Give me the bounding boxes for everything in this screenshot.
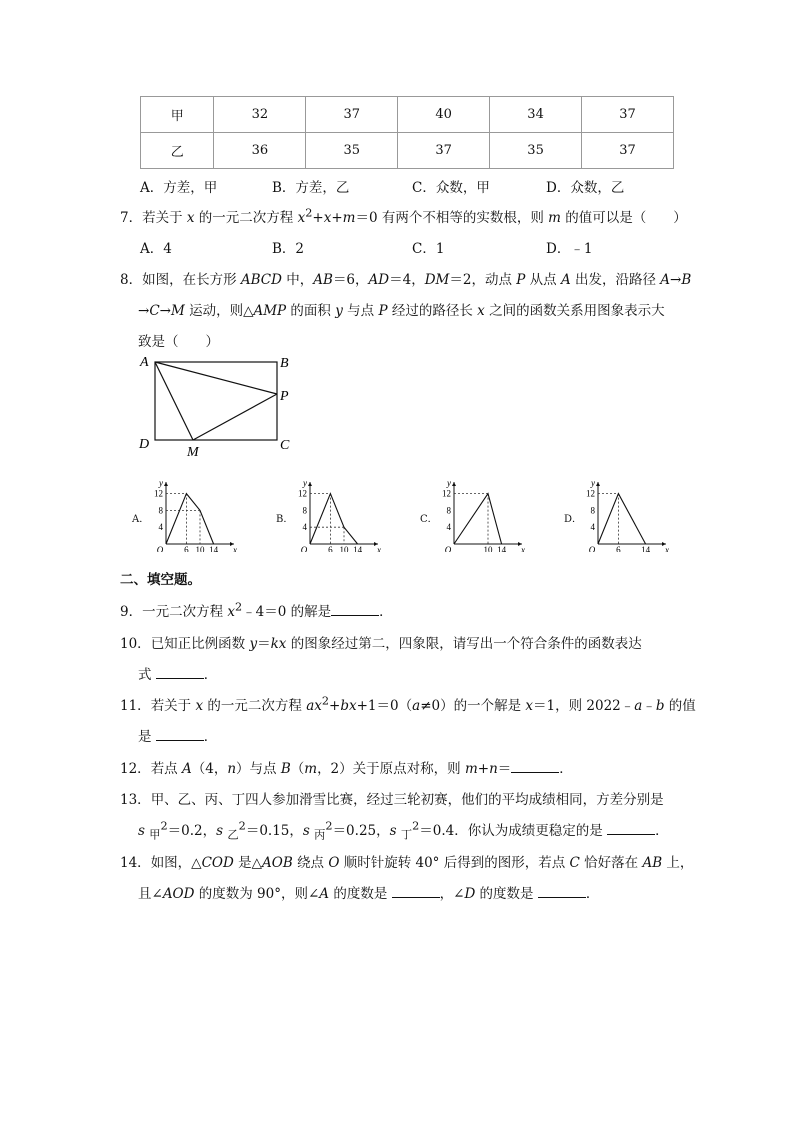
y-axis-label: y xyxy=(447,478,451,488)
q9-text-a: 一元二次方程 xyxy=(142,604,228,620)
y-tick-label: 4 xyxy=(446,522,451,533)
rectangle-abcd xyxy=(155,362,277,440)
question-13-line2: s $_甲^2$＝0.2，s $_乙^2$＝0.15，s $_丙^2$＝0.25，s $_丁^2$＝0.4．你认为成绩更稳定的是 ． xyxy=(138,819,669,842)
graph-option-d xyxy=(578,478,670,552)
origin-label: O xyxy=(300,545,308,552)
y-tick-label: 4 xyxy=(590,522,595,533)
label-b: B xyxy=(280,356,289,371)
q7-option-c: C．1 xyxy=(412,241,445,257)
graph-option-b xyxy=(290,478,382,552)
row-name: 甲 xyxy=(141,97,214,133)
label-d: D xyxy=(139,437,150,452)
question-number: 13． xyxy=(120,792,151,808)
table-cell: 36 xyxy=(214,133,306,169)
table-cell: 37 xyxy=(582,133,674,169)
question-number: 10． xyxy=(120,636,151,652)
question-10-line1: 10．已知正比例函数 y＝kx 的图象经过第二，四象限，请写出一个符合条件的函数表达 xyxy=(120,636,642,652)
rectangle-figure xyxy=(130,350,300,460)
y-axis-arrow xyxy=(452,482,456,486)
question-14-line1: 14．如图，△COD 是△AOB 绕点 O 顺时针旋转 40° 后得到的图形，若点 C 恰好落在 AB 上， xyxy=(120,855,694,871)
x-tick-label: 14 xyxy=(497,545,507,552)
answer-blank[interactable] xyxy=(331,603,379,616)
table-row xyxy=(141,133,674,169)
y-tick-label: 12 xyxy=(298,488,307,499)
x-tick-label: 14 xyxy=(209,545,219,552)
y-tick-label: 8 xyxy=(158,505,163,516)
y-tick-label: 12 xyxy=(442,488,451,499)
x-tick-label: 14 xyxy=(353,545,363,552)
y-tick-label: 8 xyxy=(590,505,595,516)
x-axis-label: x xyxy=(665,545,669,552)
y-axis-arrow xyxy=(164,482,168,486)
question-number: 7． xyxy=(120,210,143,226)
x-tick-label: 14 xyxy=(641,545,651,552)
answer-blank[interactable] xyxy=(156,728,204,741)
label-c: C xyxy=(280,438,290,453)
x-tick-label: 6 xyxy=(616,545,621,552)
question-11-line1: 11．若关于 x 的一元二次方程 $ax^2+bx+1=0(a\ne 0)$的一个解是 x＝1，则 2022﹣a﹣b 的值 xyxy=(120,694,696,714)
question-7: 7．若关于 x 的一元二次方程 $x^2+x+m=0$ 有两个不相等的实数根，则 m 的值可以是（ ） xyxy=(120,206,687,226)
x-tick-label: 10 xyxy=(195,545,205,552)
question-number: 8． xyxy=(120,272,143,288)
y-tick-label: 4 xyxy=(158,522,163,533)
y-axis-label: y xyxy=(303,478,307,488)
x-tick-label: 10 xyxy=(339,545,349,552)
question-8-line3: 致是（ ） xyxy=(138,334,219,350)
q13-line1-text: 甲、乙、丙、丁四人参加滑雪比赛，经过三轮初赛，他们的平均成绩相同，方差分别是 xyxy=(150,792,664,808)
y-tick-label: 8 xyxy=(302,505,307,516)
label-a: A xyxy=(140,355,149,370)
question-13-line1 xyxy=(120,788,664,808)
question-14-line2: 且∠AOD 的度数为 90°，则∠A 的度数是 ，∠D 的度数是 ． xyxy=(138,886,600,902)
x-tick-label: 10 xyxy=(483,545,493,552)
q7-option-d: D．﹣1 xyxy=(546,241,593,257)
graph-option-d-label: D． xyxy=(564,514,583,525)
question-8-line1: 8．如图，在长方形 ABCD 中，AB＝6，AD＝4，DM＝2，动点 P 从点 A 出发，沿路径 A→B xyxy=(120,272,692,288)
question-12: 12．若点 A（4，n）与点 B（m，2）关于原点对称，则 m+n＝ ． xyxy=(120,761,573,777)
q9-text-c: ． xyxy=(379,604,393,620)
question-10-line2: 式 ． xyxy=(138,667,218,683)
x-tick-label: 6 xyxy=(184,545,189,552)
graph-option-a xyxy=(146,478,238,552)
graph-option-b-label: B． xyxy=(276,514,294,525)
table-cell: 32 xyxy=(214,97,306,133)
label-m: M xyxy=(187,445,199,460)
answer-blank[interactable] xyxy=(607,822,655,835)
table-cell: 37 xyxy=(306,97,398,133)
section-title: 二、填空题。 xyxy=(120,572,201,588)
answer-blank[interactable] xyxy=(392,885,440,898)
answer-blank[interactable] xyxy=(156,666,204,679)
q10-line2-text: 式 xyxy=(138,667,156,683)
segment-mp xyxy=(193,394,277,440)
y-tick-label: 12 xyxy=(154,488,163,499)
q7-option-b: B．2 xyxy=(272,241,305,257)
question-8-line2: →C→M 运动，则△AMP 的面积 y 与点 P 经过的路径长 x 之间的函数关系用图象表示大 xyxy=(138,303,665,319)
x-axis-label: x xyxy=(521,545,525,552)
q6-option-a: A．方差，甲 xyxy=(140,180,218,196)
y-axis-arrow xyxy=(596,482,600,486)
y-axis-label: y xyxy=(159,478,163,488)
table-cell: 37 xyxy=(398,133,490,169)
q7-option-a: A．4 xyxy=(140,241,172,257)
table-cell: 37 xyxy=(582,97,674,133)
q9-text-b: ﹣4＝0 的解是 xyxy=(242,604,332,620)
answer-blank[interactable] xyxy=(538,885,586,898)
segment-am xyxy=(155,362,193,440)
label-p: P xyxy=(280,389,289,404)
function-line xyxy=(310,494,358,544)
table-cell: 40 xyxy=(398,97,490,133)
question-number: 11． xyxy=(120,698,151,714)
origin-label: O xyxy=(444,545,452,552)
y-tick-label: 8 xyxy=(446,505,451,516)
y-axis-arrow xyxy=(308,482,312,486)
x-tick-label: 6 xyxy=(328,545,333,552)
function-line xyxy=(166,494,214,544)
table-cell: 35 xyxy=(490,133,582,169)
q6-option-d: D．众数，乙 xyxy=(546,180,625,196)
answer-blank[interactable] xyxy=(511,760,559,773)
y-axis-label: y xyxy=(591,478,595,488)
table-row xyxy=(141,97,674,133)
y-tick-label: 4 xyxy=(302,522,307,533)
score-table xyxy=(140,96,674,169)
graph-option-a-label: A． xyxy=(132,514,150,525)
graph-option-c-label: C． xyxy=(420,514,438,525)
graph-option-c xyxy=(434,478,526,552)
question-9: 9．一元二次方程 $x^2﹣4=0$ 的解是 ． xyxy=(120,600,393,620)
origin-label: O xyxy=(588,545,596,552)
y-tick-label: 12 xyxy=(586,488,595,499)
function-line xyxy=(598,494,646,544)
question-number: 14． xyxy=(120,855,151,871)
table-cell: 35 xyxy=(306,133,398,169)
question-number: 12． xyxy=(120,761,151,777)
row-name: 乙 xyxy=(141,133,214,169)
question-number: 9． xyxy=(120,604,143,620)
q6-option-c: C．众数，甲 xyxy=(412,180,490,196)
segment-ap xyxy=(155,362,277,394)
x-axis-label: x xyxy=(377,545,381,552)
question-11-line2: 是 ． xyxy=(138,729,218,745)
x-axis-label: x xyxy=(233,545,237,552)
q6-option-b: B．方差，乙 xyxy=(272,180,350,196)
q11-line2-text: 是 xyxy=(138,729,156,745)
function-line xyxy=(454,494,502,544)
origin-label: O xyxy=(156,545,164,552)
table-cell: 34 xyxy=(490,97,582,133)
